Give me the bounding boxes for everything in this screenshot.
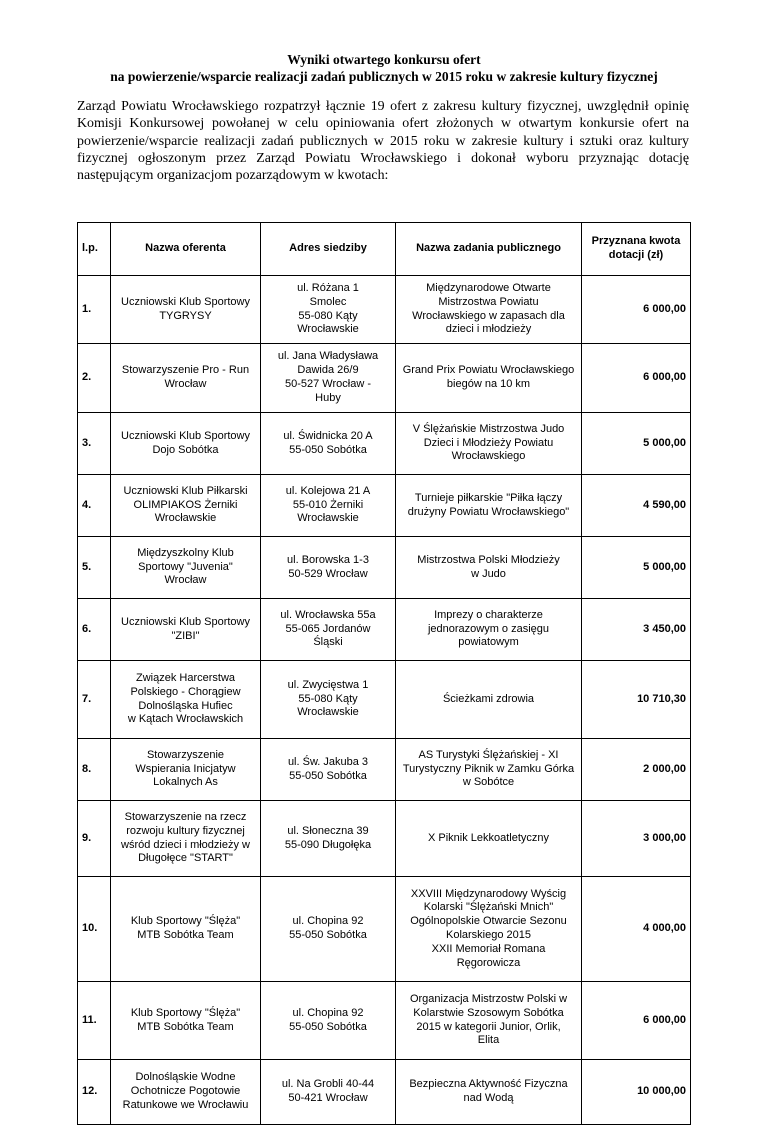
cell-address: ul. Borowska 1-3 50-529 Wrocław xyxy=(261,537,396,599)
cell-task: Imprezy o charakterze jednorazowym o zasięgu powiatowym xyxy=(396,599,582,661)
cell-task: Międzynarodowe Otwarte Mistrzostwa Powiatu Wrocławskiego w zapasach dla dzieci i młodzieży xyxy=(396,276,582,344)
table-row xyxy=(78,413,691,475)
cell-address: ul. Świdnicka 20 A 55-050 Sobótka xyxy=(261,413,396,475)
cell-lp: 1. xyxy=(78,276,111,344)
cell-task: Grand Prix Powiatu Wrocławskiego biegów na 10 km xyxy=(396,344,582,413)
header-name: Nazwa oferenta xyxy=(111,223,261,276)
cell-task: AS Turystyki Ślężańskiej - XI Turystyczny Piknik w Zamku Górka w Sobótce xyxy=(396,739,582,801)
cell-address: ul. Św. Jakuba 3 55-050 Sobótka xyxy=(261,739,396,801)
cell-lp: 10. xyxy=(78,877,111,982)
cell-name: Uczniowski Klub Sportowy Dojo Sobótka xyxy=(111,413,261,475)
cell-lp: 6. xyxy=(78,599,111,661)
cell-name: Stowarzyszenie na rzecz rozwoju kultury fizycznej wśród dzieci i młodzieży w Długołęce "START" xyxy=(111,801,261,877)
cell-lp: 11. xyxy=(78,982,111,1060)
header-amount: Przyznana kwota dotacji (zł) xyxy=(582,223,691,276)
cell-amount: 6 000,00 xyxy=(582,276,691,344)
document-title: Wyniki otwartego konkursu ofert xyxy=(287,52,481,67)
table-row xyxy=(78,801,691,877)
table-row xyxy=(78,661,691,739)
cell-address: ul. Kolejowa 21 A 55-010 Żerniki Wrocławskie xyxy=(261,475,396,537)
table-row xyxy=(78,344,691,413)
table-row xyxy=(78,982,691,1060)
cell-amount: 5 000,00 xyxy=(582,537,691,599)
cell-name: Uczniowski Klub Sportowy TYGRYSY xyxy=(111,276,261,344)
cell-amount: 3 450,00 xyxy=(582,599,691,661)
cell-task: Ścieżkami zdrowia xyxy=(396,661,582,739)
cell-address: ul. Zwycięstwa 1 55-080 Kąty Wrocławskie xyxy=(261,661,396,739)
cell-name: Klub Sportowy "Ślęża" MTB Sobótka Team xyxy=(111,877,261,982)
cell-name: Klub Sportowy "Ślęża" MTB Sobótka Team xyxy=(111,982,261,1060)
cell-amount: 3 000,00 xyxy=(582,801,691,877)
cell-lp: 7. xyxy=(78,661,111,739)
cell-task: XXVIII Międzynarodowy Wyścig Kolarski "Ślężański Mnich" Ogólnopolskie Otwarcie Sezonu Kolarskiego 2015 XXII Memoriał Romana Ręgorowicza xyxy=(396,877,582,982)
cell-amount: 6 000,00 xyxy=(582,344,691,413)
cell-lp: 9. xyxy=(78,801,111,877)
header-address: Adres siedziby xyxy=(261,223,396,276)
cell-amount: 4 590,00 xyxy=(582,475,691,537)
results-table xyxy=(77,222,691,1125)
cell-amount: 4 000,00 xyxy=(582,877,691,982)
cell-name: Uczniowski Klub Piłkarski OLIMPIAKOS Żerniki Wrocławskie xyxy=(111,475,261,537)
cell-task: Mistrzostwa Polski Młodzieży w Judo xyxy=(396,537,582,599)
table-row xyxy=(78,1060,691,1125)
table-row xyxy=(78,877,691,982)
document-subtitle: na powierzenie/wsparcie realizacji zadań publicznych w 2015 roku w zakresie kultury fizycznej xyxy=(110,69,658,84)
cell-address: ul. Różana 1 Smolec 55-080 Kąty Wrocławskie xyxy=(261,276,396,344)
cell-task: Turnieje piłkarskie "Piłka łączy drużyny Powiatu Wrocławskiego" xyxy=(396,475,582,537)
table-row xyxy=(78,276,691,344)
cell-address: ul. Słoneczna 39 55-090 Długołęka xyxy=(261,801,396,877)
cell-name: Stowarzyszenie Pro - Run Wrocław xyxy=(111,344,261,413)
cell-lp: 12. xyxy=(78,1060,111,1125)
cell-name: Międzyszkolny Klub Sportowy "Juvenia" Wrocław xyxy=(111,537,261,599)
cell-amount: 10 710,30 xyxy=(582,661,691,739)
cell-task: X Piknik Lekkoatletyczny xyxy=(396,801,582,877)
cell-task: V Ślężańskie Mistrzostwa Judo Dzieci i Młodzieży Powiatu Wrocławskiego xyxy=(396,413,582,475)
cell-name: Dolnośląskie Wodne Ochotnicze Pogotowie Ratunkowe we Wrocławiu xyxy=(111,1060,261,1125)
cell-address: ul. Wrocławska 55a 55-065 Jordanów Śląski xyxy=(261,599,396,661)
cell-address: ul. Chopina 92 55-050 Sobótka xyxy=(261,877,396,982)
cell-address: ul. Jana Władysława Dawida 26/9 50-527 Wrocław - Huby xyxy=(261,344,396,413)
table-header-row xyxy=(78,223,691,276)
cell-address: ul. Chopina 92 55-050 Sobótka xyxy=(261,982,396,1060)
cell-task: Bezpieczna Aktywność Fizyczna nad Wodą xyxy=(396,1060,582,1125)
table-row xyxy=(78,475,691,537)
cell-amount: 6 000,00 xyxy=(582,982,691,1060)
table-row xyxy=(78,739,691,801)
cell-task: Organizacja Mistrzostw Polski w Kolarstwie Szosowym Sobótka 2015 w kategorii Junior, Orlik, Elita xyxy=(396,982,582,1060)
cell-lp: 8. xyxy=(78,739,111,801)
cell-name: Uczniowski Klub Sportowy "ZIBI" xyxy=(111,599,261,661)
cell-amount: 2 000,00 xyxy=(582,739,691,801)
cell-lp: 5. xyxy=(78,537,111,599)
intro-paragraph: Zarząd Powiatu Wrocławskiego rozpatrzył łącznie 19 ofert z zakresu kultury fizycznej, uwzględnił opinię Komisji Konkursowej powołanej w celu opiniowania ofert złożonych w otwartym konkursie ofert na powierzenie/wsparcie realizacji zadań publicznych w 2015 roku w zakresie kultury i sztuki oraz kultury fizycznej ogłoszonym przez Zarząd Powiatu Wrocławskiego i dokonał wyboru przyznając dotację następującym organizacjom pozarządowym w kwotach: xyxy=(77,99,689,184)
cell-name: Stowarzyszenie Wspierania Inicjatyw Lokalnych As xyxy=(111,739,261,801)
cell-amount: 10 000,00 xyxy=(582,1060,691,1125)
header-task: Nazwa zadania publicznego xyxy=(396,223,582,276)
cell-address: ul. Na Grobli 40-44 50-421 Wrocław xyxy=(261,1060,396,1125)
header-lp: l.p. xyxy=(78,223,111,276)
cell-name: Związek Harcerstwa Polskiego - Chorągiew Dolnośląska Hufiec w Kątach Wrocławskich xyxy=(111,661,261,739)
cell-lp: 2. xyxy=(78,344,111,413)
cell-lp: 4. xyxy=(78,475,111,537)
cell-amount: 5 000,00 xyxy=(582,413,691,475)
cell-lp: 3. xyxy=(78,413,111,475)
table-row xyxy=(78,537,691,599)
table-row xyxy=(78,599,691,661)
